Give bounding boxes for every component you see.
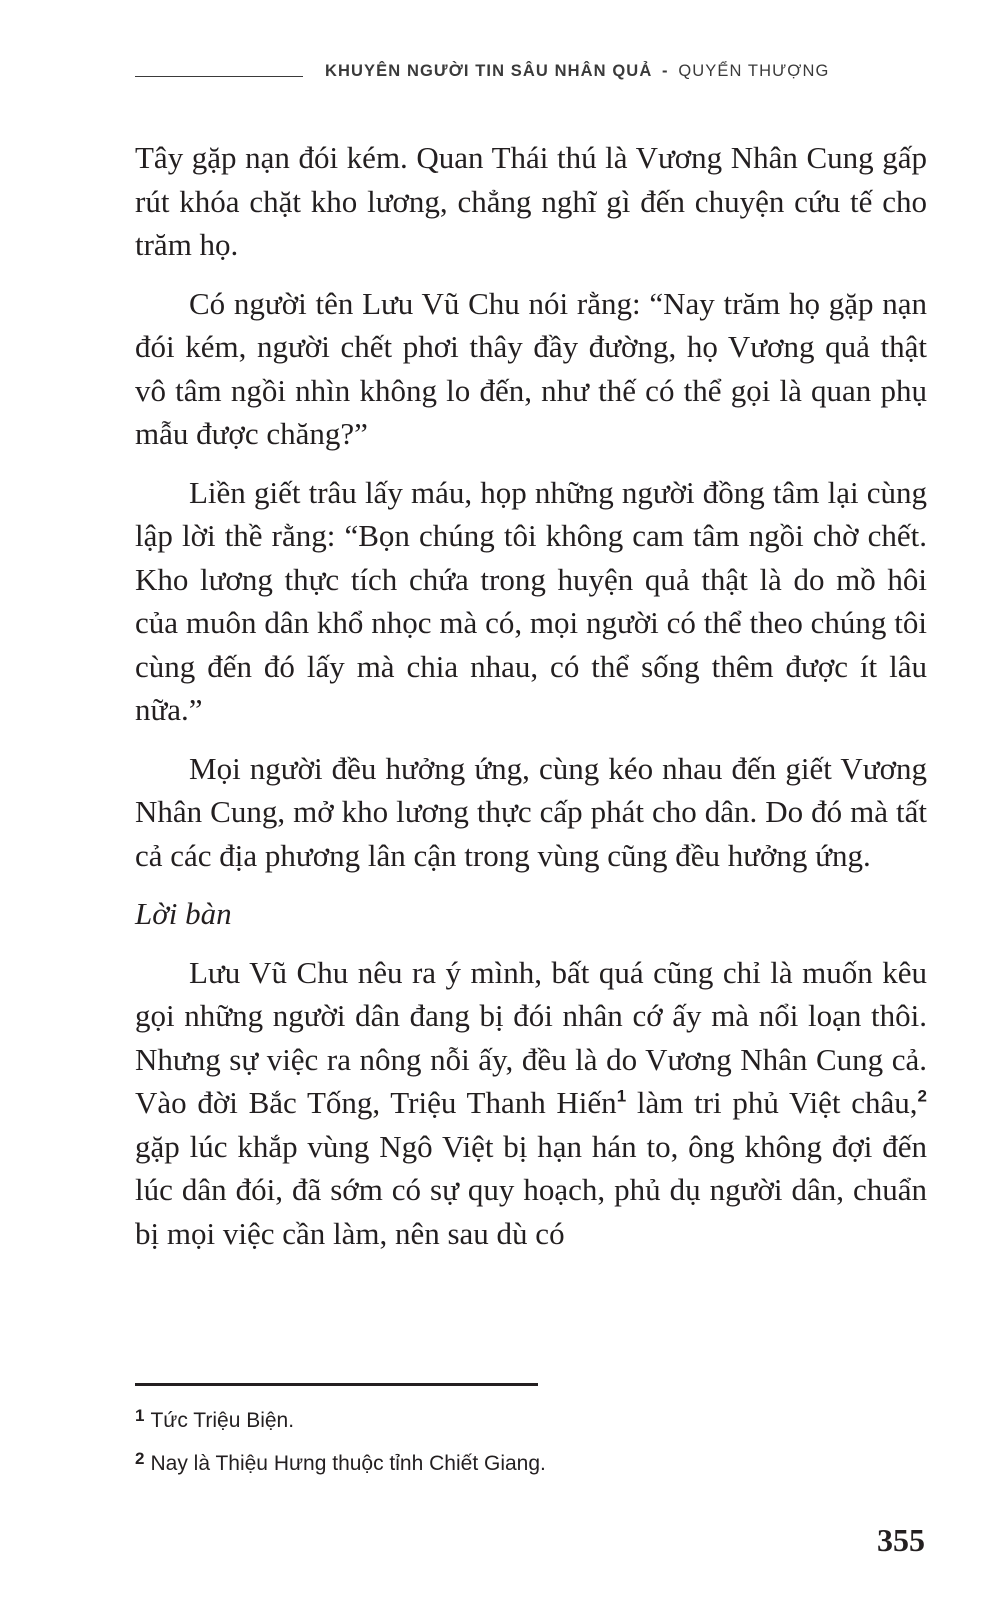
footnote-mark: 2 [135,1449,145,1468]
paragraph: Có người tên Lưu Vũ Chu nói rằng: “Nay trăm họ gặp nạn đói kém, người chết phơi thây đầy đường, họ Vương quả thật vô tâm ngồi nhìn không lo đến, như thế có thể gọi là quan phụ mẫu được chăng?” [135,285,927,451]
section-heading: Lời bàn [135,896,232,931]
footnote-mark: 1 [135,1406,145,1425]
running-head-separator: - [662,62,669,80]
footnote [135,1397,935,1440]
page-number: 355 [877,1522,925,1558]
body-text [135,136,927,1270]
commentary-text-2: làm tri phủ Việt châu, [626,1085,918,1120]
footnote [135,1440,935,1483]
running-head-volume: QUYỂN THƯỢNG [678,62,830,80]
paragraph: Liền giết trâu lấy máu, họp những người đồng tâm lại cùng lập lời thề rằng: “Bọn chúng tôi không cam tâm ngồi chờ chết. Kho lương thực tích chứa trong huyện quả thật là do mồ hôi của muôn dân khổ nhọc mà có, mọi người có thể theo chúng tôi cùng đến đó lấy mà chia nhau, có thể sống thêm được ít lâu nữa.” [135,474,927,727]
running-head [325,62,925,81]
footnote-text: Nay là Thiệu Hưng thuộc tỉnh Chiết Giang. [150,1452,546,1475]
commentary-paragraph [135,951,927,1256]
footnote-rule [135,1383,538,1386]
footnotes [135,1397,935,1483]
commentary-text-3: gặp lúc khắp vùng Ngô Việt bị hạn hán to, ông không đợi đến lúc dân đói, đã sớm có sự quy hoạch, phủ dụ người dân, chuẩn bị mọi việc cần làm, nên sau dù có [135,1128,927,1251]
paragraph: Mọi người đều hưởng ứng, cùng kéo nhau đến giết Vương Nhân Cung, mở kho lương thực cấp phát cho dân. Do đó mà tất cả các địa phương lân cận trong vùng cũng đều hưởng ứng. [135,750,927,873]
header-rule [135,76,303,77]
footnote-ref-2: 2 [917,1086,927,1106]
footnote-ref-1: 1 [616,1086,627,1106]
running-head-title: KHUYÊN NGƯỜI TIN SÂU NHÂN QUẢ [325,62,653,80]
paragraph: Tây gặp nạn đói kém. Quan Thái thú là Vương Nhân Cung gấp rút khóa chặt kho lương, chẳng nghĩ gì đến chuyện cứu tế cho trăm họ. [135,140,927,262]
commentary-text-1: Lưu Vũ Chu nêu ra ý mình, bất quá cũng chỉ là muốn kêu gọi những người dân đang bị đói nhân cớ ấy mà nổi loạn thôi. Nhưng sự việc ra nông nỗi ấy, đều là do Vương Nhân Cung cả. Vào đời Bắc Tống, Triệu Thanh Hiến [135,954,927,1120]
footnote-text: Tức Triệu Biện. [150,1409,295,1432]
